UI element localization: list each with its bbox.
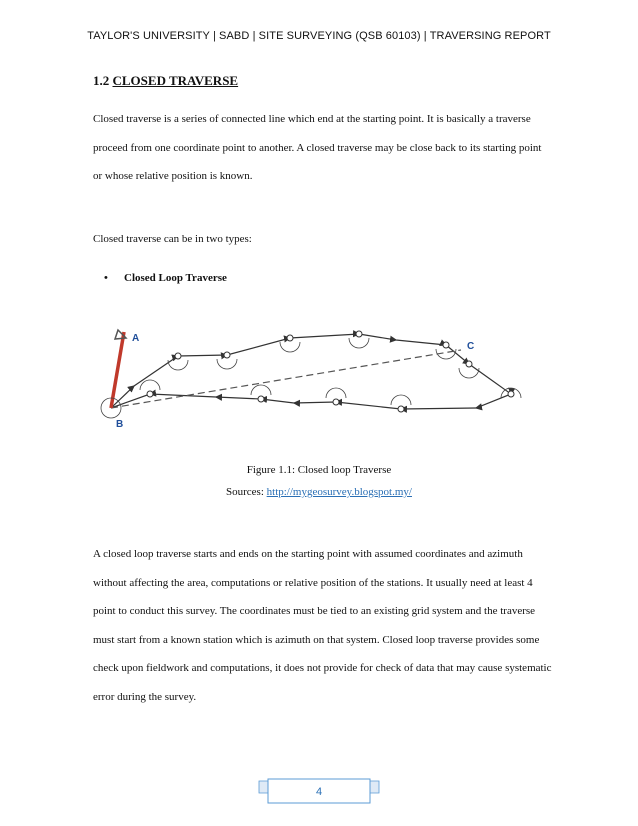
loop-paragraph: A closed loop traverse starts and ends on the starting point with assumed coordinates and azimuth without affecting the area, computations or relative position of the stations. It usually need at least 4 point to conduct this survey. The coordinates must be tied to an existing grid system and the traverse must start from a known station which is azimuth on that system. Closed loop traverse provides some check upon fieldwork and computations, it does not provide for check of data that may cause systematic error during the survey. <box>93 548 552 703</box>
section-title: CLOSED TRAVERSE <box>112 73 239 88</box>
angle-arcs <box>101 338 521 418</box>
figure-title: Figure 1.1: Closed loop Traverse <box>246 464 392 476</box>
intro-paragraph: Closed traverse is a series of connected line which end at the starting point. It is basically a traverse proceed from one coordinate point to another. A closed traverse may be close back to its starting point or whose relative position is known. <box>93 113 542 182</box>
page-number: 4 <box>315 786 323 798</box>
bullet-label: Closed Loop Traverse <box>124 272 227 284</box>
section-heading <box>93 73 238 89</box>
station-label-c: C <box>467 341 475 352</box>
page-header: TAYLOR'S UNIVERSITY | SABD | SITE SURVEYING (QSB 60103) | TRAVERSING REPORT <box>87 30 551 42</box>
figure-source <box>0 481 638 503</box>
closed-loop-traverse-diagram <box>96 322 548 436</box>
dashed-line-bc <box>111 350 461 408</box>
bullet-symbol: • <box>104 272 108 284</box>
page-number-box <box>258 778 380 806</box>
source-link[interactable]: http://mygeosurvey.blogspot.my/ <box>266 486 412 498</box>
station-label-b: B <box>116 419 124 430</box>
section-number: 1.2 <box>93 73 110 88</box>
figure-caption <box>0 459 638 503</box>
reference-arrow-ab <box>111 332 124 408</box>
types-paragraph: Closed traverse can be in two types: <box>93 233 252 245</box>
station-label-a: A <box>132 333 140 344</box>
source-prefix: Sources: <box>226 486 267 498</box>
bullet-item <box>104 264 227 292</box>
